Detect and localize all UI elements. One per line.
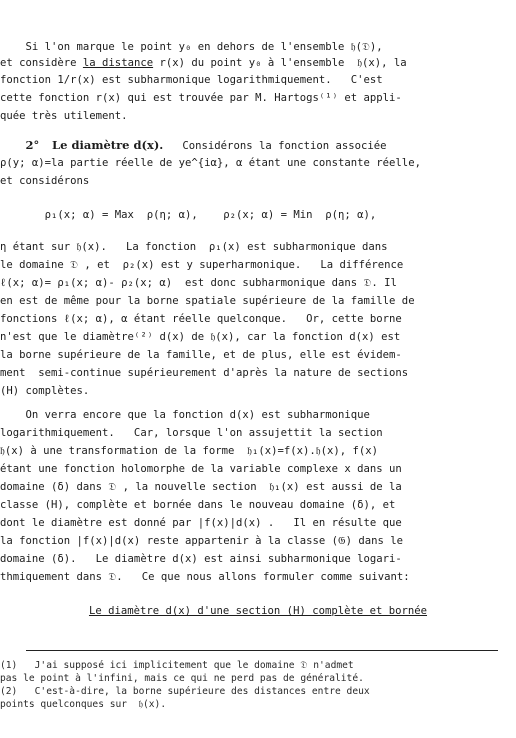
body-line-18: (H) complètes. xyxy=(0,385,90,397)
body-line-15: n'est que le diamètre⁽²⁾ d(x) de 𝔥(x), car la fonction d(x) est xyxy=(0,331,401,343)
body-line-17: ment semi-continue supérieurement d'après la nature de sections xyxy=(0,367,409,379)
section-heading-line: 2° Le diamètre d(x). Considérons la fonction associée xyxy=(25,138,387,152)
footnote-1b: pas le point à l'infini, mais ce qui ne perd pas de généralité. xyxy=(0,673,364,684)
footnote-2a: (2) C'est-à-dire, la borne supérieure des distances entre deux xyxy=(0,686,370,697)
body-line-23: domaine (δ) dans 𝔇 , la nouvelle section 𝔥₁(x) est aussi de la xyxy=(0,481,402,493)
section-heading: Le diamètre d(x). xyxy=(52,138,164,152)
footnote-rule xyxy=(26,650,498,651)
body-line-2: et considère la distance r(x) du point y₀ à l'ensemble 𝔥(x), la xyxy=(0,57,407,69)
equation-line: ρ₁(x; α) = Max ρ(η; α), ρ₂(x; α) = Min ρ(η; α), xyxy=(0,209,377,221)
body-line-12: ℓ(x; α)= ρ₁(x; α)- ρ₂(x; α) est donc subharmonique dans 𝔇. Il xyxy=(0,277,397,289)
body-line-14: fonctions ℓ(x; α), α étant réelle quelconque. Or, cette borne xyxy=(0,313,402,325)
section-number: 2° xyxy=(25,138,40,152)
body-line-13: en est de même pour la borne spatiale supérieure de la famille de xyxy=(0,295,415,307)
body-line-26: la fonction |f(x)|d(x) reste appartenir à la classe (𝔊) dans le xyxy=(0,535,403,547)
body-line-7: ρ(y; α)=la partie réelle de ye^{iα}, α étant une constante réelle, xyxy=(0,157,421,169)
body-line-28: thmiquement dans 𝔇. Ce que nous allons formuler comme suivant: xyxy=(0,571,410,583)
body-line-25: dont le diamètre est donné par |f(x)|d(x) . Il en résulte que xyxy=(0,517,402,529)
body-line-3: fonction 1/r(x) est subharmonique logarithmiquement. C'est xyxy=(0,74,383,86)
body-line-5: quée très utilement. xyxy=(0,110,128,122)
body-line-11: le domaine 𝔇 , et ρ₂(x) est y superharmonique. La différence xyxy=(0,259,404,271)
body-line-20: logarithmiquement. Car, lorsque l'on assujettit la section xyxy=(0,427,383,439)
body-line-24: classe (H), complète et bornée dans le nouveau domaine (δ), et xyxy=(0,499,396,511)
body-line-22: étant une fonction holomorphe de la variable complexe x dans un xyxy=(0,463,402,475)
closing-title: Le diamètre d(x) d'une section (H) complète et bornée xyxy=(88,605,428,617)
footnote-2b: points quelconques sur 𝔥(x). xyxy=(0,699,167,710)
body-line-21: 𝔥(x) à une transformation de la forme 𝔥₁(x)=f(x).𝔥(x), f(x) xyxy=(0,445,379,457)
body-line-4: cette fonction r(x) qui est trouvée par M. Hartogs⁽¹⁾ et appli- xyxy=(0,92,402,104)
body-line-19: On verra encore que la fonction d(x) est subharmonique xyxy=(0,409,370,421)
body-line-10: η étant sur 𝔥(x). La fonction ρ₁(x) est subharmonique dans xyxy=(0,241,388,253)
body-line-8: et considérons xyxy=(0,175,90,187)
body-line-1: Si l'on marque le point y₀ en dehors de l'ensemble 𝔥(𝔇), xyxy=(0,41,383,53)
underlined-term: la distance xyxy=(82,57,154,69)
body-line-16: la borne supérieure de la famille, et de plus, elle est évidem- xyxy=(0,349,402,361)
body-line-27: domaine (δ). Le diamètre d(x) est ainsi subharmonique logari- xyxy=(0,553,402,565)
footnote-1a: (1) J'ai supposé ici implicitement que le domaine 𝔇 n'admet xyxy=(0,660,354,671)
